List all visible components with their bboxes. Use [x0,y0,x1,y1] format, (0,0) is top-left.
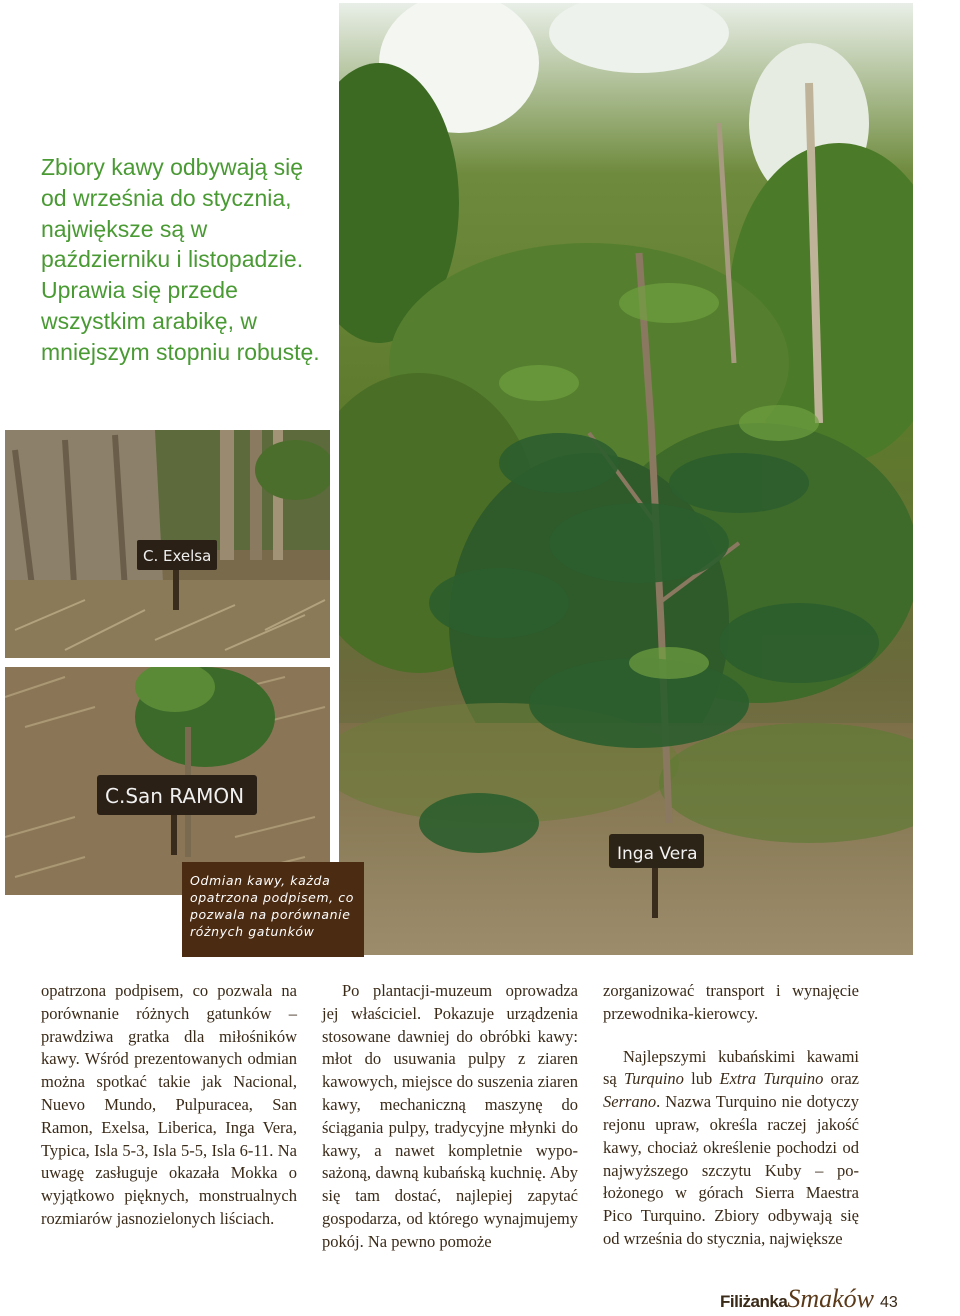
text-column-3 [603,980,859,1251]
exelsa-photo [5,430,330,658]
column-1-paragraph: opatrzona podpisem, co pozwala na porównanie różnych gatunków – prawdziwa gratka dla miłośników kawy. Wśród prezentowanych odmian można spotkać takie jak Nacional, Nuevo Mundo, Pulpuracea, San Ramon, Exelsa, Liberica, Inga Vera, Typica, Isla 5-3, Isla 5-5, Isla 6-11. Na uwagę zasługuje okazała Mokka o wyjątkowo pięknych, monstrualnych rozmiarów jasnozielonych liściach. [41,981,297,1228]
footer-brand-part-1: Filiżanka [720,1292,788,1311]
exelsa-sign-text: C. Exelsa [143,547,212,565]
footer-brand-part-2: Smaków [787,1284,874,1313]
photo-caption: Odmian kawy, każda opatrzona podpisem, co pozwala na porównanie różnych gatunków [190,873,355,939]
text-span: lub [683,1069,720,1089]
coffee-name-extra-turquino: Extra Turquino [719,1069,824,1089]
column-3-paragraph-2 [603,1046,859,1251]
text-span: . Nazwa Turquino nie dotyczy rejonu upraw, określa raczej jakość kawy, chociaż określenie pochodzi od najwyższego szczytu Kuby – położonego w górach Sierra Maestra Pico Turquino. Zbiory odbywają się od września do stycznia, największe [603,1092,859,1248]
coffee-tree-photo [339,3,913,955]
pull-quote: Zbiory kawy odbywają się od września do stycznia, największe są w październiku i listopadzie. Uprawia się przede wszystkim arabikę, w mniejszym stopniu robustę. [41,154,320,365]
text-span: oraz [823,1069,859,1089]
page-footer [720,1284,940,1314]
san-ramon-photo [5,667,330,895]
text-span: Najlepszymi kubańskimi kawami są [603,1046,859,1089]
text-column-2 [322,980,578,1254]
inga-vera-sign-text: Inga Vera [617,844,698,864]
column-2-paragraph: Po plantacji-muzeum oprowadza jej właściciel. Pokazuje urządzenia stosowane dawniej do obróbki kawy: młot do usuwania pulpy z ziaren kawowych, miejsce do suszenia ziaren kawy, mechaniczną maszynę do ściągania pulpy, tradycyjne młynki do kawy, a nawet kompletnie wyposażoną, dawną kubańską kuchnię. Aby się tam dostać, najlepiej zapytać gospodarza, od którego wynajmujemy pokój. Na pewno pomoże [322,981,578,1251]
coffee-name-turquino: Turquino [624,1069,684,1089]
san-ramon-sign-text: C.San RAMON [105,784,245,808]
column-3-paragraph-1: zorganizować transport i wynajęcie przewodnika-kierowcy. [603,981,859,1023]
text-column-1 [41,980,297,1231]
page-number: 43 [879,1294,898,1311]
coffee-name-serrano: Serrano [603,1092,657,1112]
